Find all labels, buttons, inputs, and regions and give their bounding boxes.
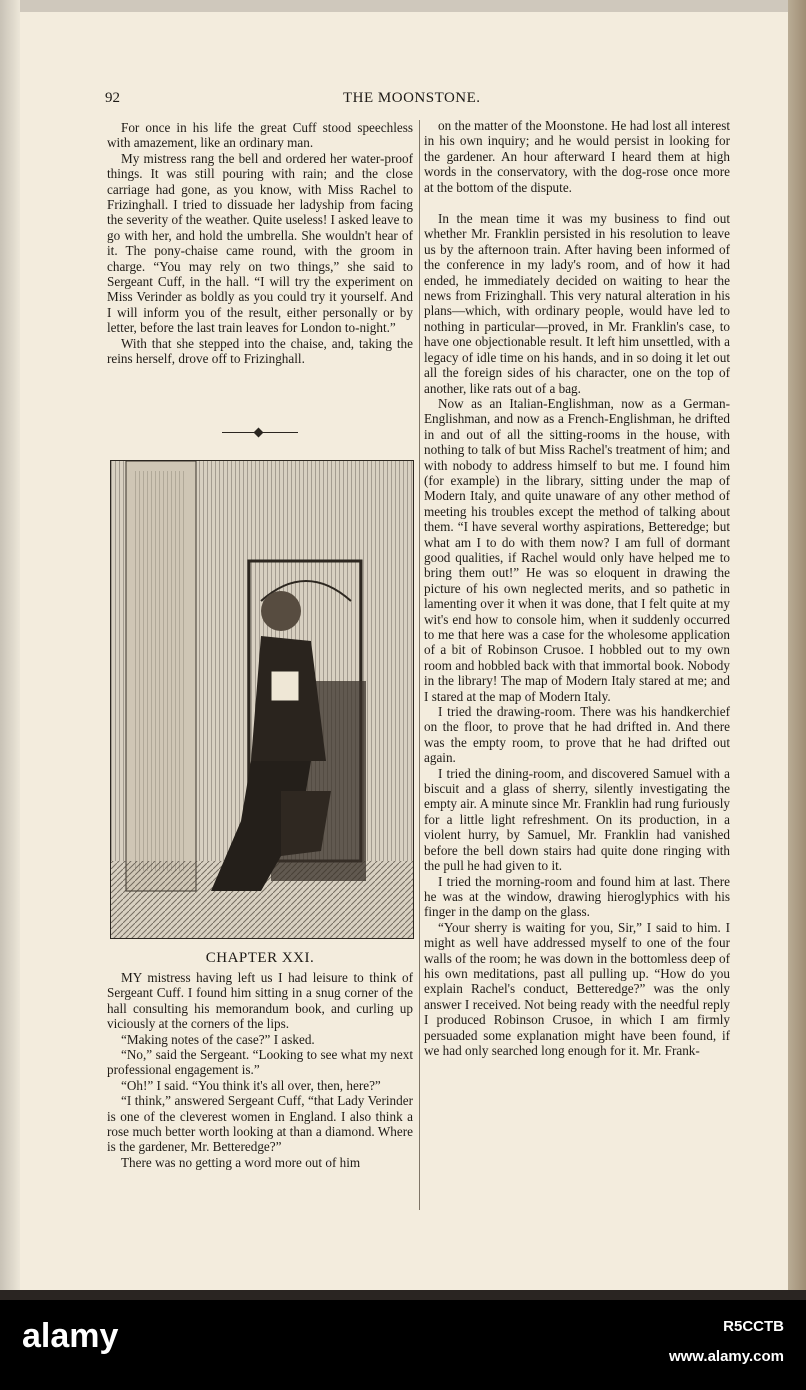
paragraph: With that she stepped into the chaise, and, taking the reins herself, drove off to Frizinghall. bbox=[107, 335, 413, 367]
image-id: R5CCTB bbox=[723, 1318, 784, 1335]
book-edge-bottom bbox=[0, 1290, 806, 1300]
column-divider bbox=[419, 120, 420, 1210]
site-url: www.alamy.com bbox=[668, 1348, 784, 1365]
paragraph: I tried the drawing-room. There was his handkerchief on the floor, to prove that he had drifted in. And there was the empty room, to prove that he had drifted out again. bbox=[424, 704, 730, 766]
book-edge-top bbox=[0, 0, 806, 12]
page-number: 92 bbox=[105, 90, 120, 106]
paragraph: For once in his life the great Cuff stood speechless with amazement, like an ordinary man. bbox=[107, 120, 413, 151]
left-column-top-text bbox=[107, 120, 413, 367]
paragraph: There was no getting a word more out of him bbox=[121, 1154, 361, 1170]
paragraph: My mistress rang the bell and ordered her water-proof things. It was still pouring with rain; and the close carriage had gone, as you know, with Miss Rachel to Frizinghall. I tried to dissuade her ladyship from facing the severity of the weather. Quite useless! I asked leave to go with her, and hold the umbrella. She wouldn't hear of it. The pony-chaise came round, with the groom in charge. “You may rely on two things,” she said to Sergeant Cuff, in the hall. “I will try the experiment on Miss Verinder as boldly as you could try it yourself. And I will inform you of the result, either personally or by letter, before the last train leaves for London to-night.” bbox=[107, 150, 413, 336]
paragraph: Now as an Italian-Englishman, now as a German-Englishman, and now as a French-Englishman, he drifted in and out of all the sitting-rooms in the house, with nothing to talk of but Miss Rachel's treatment of him; and with nobody to address himself to but me. I found him (for example) in the library, sitting under the map of Modern Italy, and quite unaware of any other method of meeting his troubles except the method of talking about them. “I have several worthy aspirations, Betteredge; but what am I to do with them now? I am full of dormant good qualities, if Rachel would only have helped me to bring them out!” He was so eloquent in drawing the picture of his own neglected merits, and so pathetic in lamenting over it when it was done, that I felt quite at my wit's end how to console him, when it suddenly occurred to me that here was a case for the wholesome application of a bit of Robinson Crusoe. I hobbled out to my own room and hobbled back with that immortal book. Nobody in the library! The map of Modern Italy stared at me; and I stared at the map of Modern Italy. bbox=[424, 395, 730, 704]
paragraph: I tried the dining-room, and discovered Samuel with a biscuit and a glass of sherry, silently investigating the empty air. A minute since Mr. Franklin had rung furiously for a little light refreshment. On its production, in a violent hurry, by Samuel, Mr. Franklin had vanished before the bell down stairs had quite done ringing with the pull he had given to it. bbox=[424, 765, 730, 874]
paragraph: “Your sherry is waiting for you, Sir,” I said to him. I might as well have addressed myself to one of the four walls of the room; he was down in the bottomless deep of his own meditations, past all pulling up. “How do you explain Rachel's conduct, Betteredge?” was the only answer I received. Not being ready with the needful reply I produced Robinson Crusoe, in which I am firmly persuaded some explanation might have been found, if we had only searched long enough for it. Mr. Frank- bbox=[424, 919, 730, 1058]
left-column-bottom-text bbox=[107, 970, 413, 1170]
chapter-heading: CHAPTER XXI. bbox=[205, 950, 315, 966]
stock-photo-footer bbox=[0, 1300, 806, 1390]
alamy-logo: alamy bbox=[22, 1317, 119, 1355]
running-title: THE MOONSTONE. bbox=[343, 90, 481, 106]
paragraph: “I think,” answered Sergeant Cuff, “that Lady Verinder is one of the cleverest women in England. I also think a rose much better worth looking at than a diamond. Where is the gardener, Mr. Betteredge?” bbox=[107, 1093, 413, 1155]
paragraph: In the mean time it was my business to find out whether Mr. Franklin persisted in his resolution to leave us by the afternoon train. After having been informed of the conference in my lady's room, and of how it had ended, he immediately decided on waiting to hear the news from Frizinghall. This very natural alteration in his plans—which, with ordinary people, would have led to nothing in particular—proved, in Mr. Franklin's case, to have one objectionable result. It left him unsettled, with a legacy of idle time on his hands, and in so doing it let out all the foreign sides of his character, one on the top of another, like rats out of a bag. bbox=[424, 211, 730, 396]
right-column-text bbox=[424, 118, 730, 1058]
paragraph: on the matter of the Moonstone. He had lost all interest in his own inquiry; and he would persist in looking for the gardener. An hour afterward I heard them at high words in the conservatory, with the dog-rose once more at the bottom of the dispute. bbox=[424, 118, 730, 195]
paragraph: “No,” said the Sergeant. “Looking to see what my next professional engagement is.” bbox=[107, 1047, 413, 1078]
book-edge-right bbox=[788, 0, 806, 1300]
paragraph: “Oh!” I said. “You think it's all over, then, here?” bbox=[121, 1077, 381, 1093]
paragraph: I tried the morning-room and found him at last. There he was at the window, drawing hieroglyphics with his finger in the damp on the glass. bbox=[424, 873, 730, 920]
paragraph: “Making notes of the case?” I asked. bbox=[121, 1031, 315, 1047]
paragraph: MY mistress having left us I had leisure to think of Sergeant Cuff. I found him sitting in a snug corner of the hall consulting his memorandum book, and curling up viciously at the corners of the lips. bbox=[107, 970, 413, 1032]
engraving-man-reading-in-chair bbox=[110, 460, 414, 939]
book-gutter-left bbox=[0, 0, 20, 1300]
